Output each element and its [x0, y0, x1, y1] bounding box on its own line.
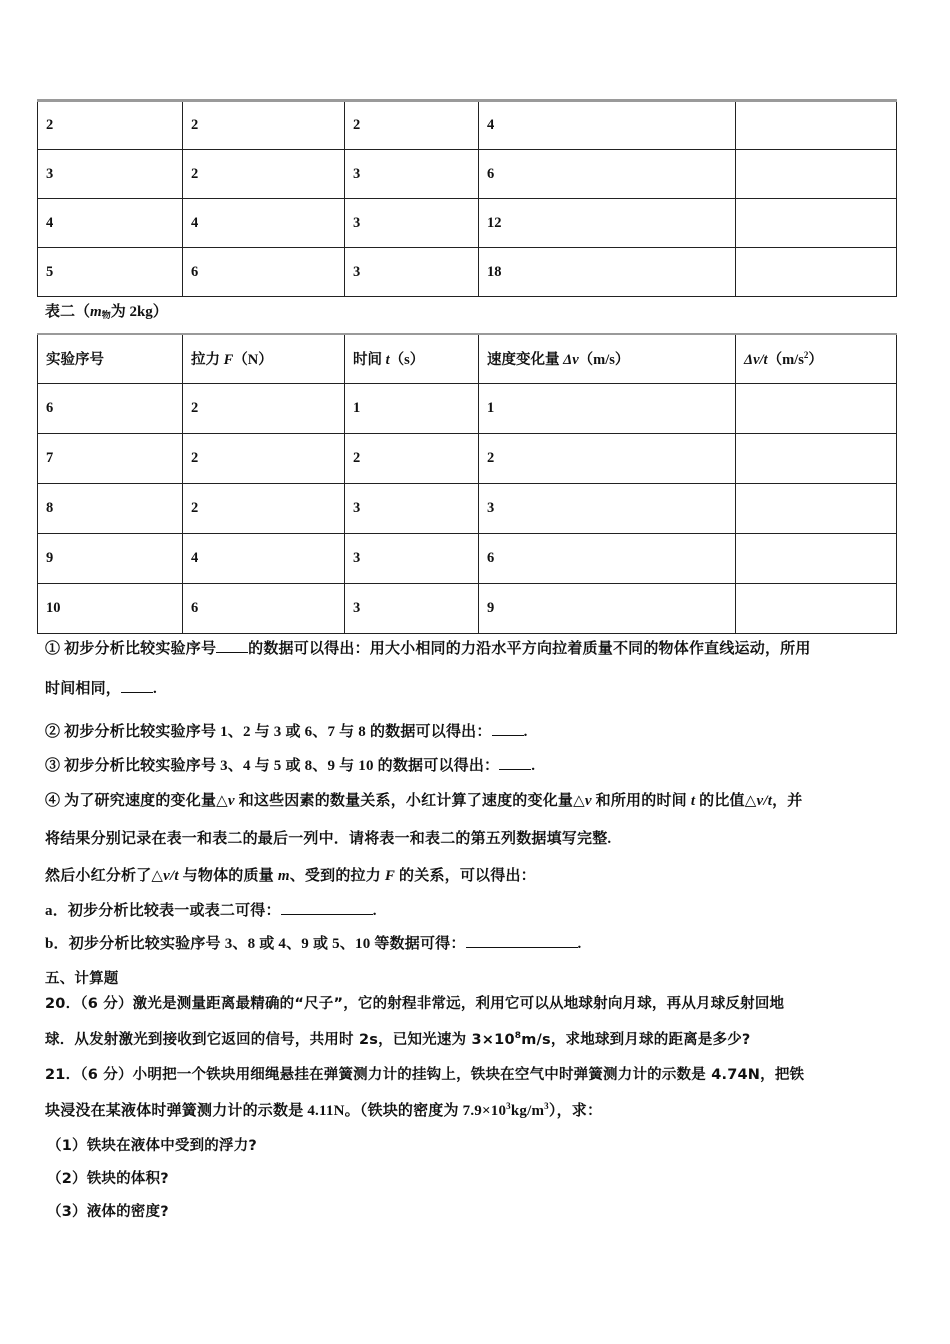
answer-blank[interactable]	[121, 680, 153, 693]
cell-ratio-blank[interactable]	[736, 483, 897, 533]
cell-force: 2	[183, 483, 345, 533]
answer-blank[interactable]	[499, 757, 531, 770]
problem-20-line-1: 20．（6 分）激光是测量距离最精确的“尺子”，它的射程非常远，利用它可以从地球射向月球，再从月球反射回地	[45, 996, 785, 1012]
table-row	[38, 483, 897, 533]
cell-ratio-blank[interactable]	[736, 248, 897, 297]
cell-time: 3	[345, 533, 479, 583]
cell-trial: 6	[38, 383, 183, 433]
cell-delta-v: 9	[479, 583, 736, 633]
problem-21-line-1: 21．（6 分）小明把一个铁块用细绳悬挂在弹簧测力计的挂钩上，铁块在空气中时弹簧测力计的示数是 4.74N，把铁	[45, 1067, 805, 1083]
table-header-row	[38, 334, 897, 383]
cell-ratio-blank[interactable]	[736, 101, 897, 150]
cell-delta-v: 3	[479, 483, 736, 533]
question-a: a．初步分析比较表一或表二可得： .	[45, 903, 377, 919]
table-row	[38, 433, 897, 483]
cell-time: 3	[345, 150, 479, 199]
cell-trial: 10	[38, 583, 183, 633]
cell-trial: 2	[38, 101, 183, 150]
question-5-intro: 然后小红分析了△v/t 与物体的质量 m、受到的拉力 F 的关系，可以得出：	[45, 868, 536, 884]
cell-trial: 7	[38, 433, 183, 483]
cell-delta-v: 2	[479, 433, 736, 483]
cell-trial: 9	[38, 533, 183, 583]
cell-ratio-blank[interactable]	[736, 433, 897, 483]
answer-blank[interactable]	[281, 902, 373, 915]
cell-trial: 3	[38, 150, 183, 199]
answer-blank[interactable]	[216, 640, 248, 653]
question-4-line-1: ④ 为了研究速度的变化量△v 和这些因素的数量关系，小红计算了速度的变化量△v 和所用的时间 t 的比值△v/t，并	[45, 793, 803, 809]
cell-force: 2	[183, 150, 345, 199]
question-3: ③ 初步分析比较实验序号 3、4 与 5 或 8、9 与 10 的数据可以得出： .	[45, 758, 536, 774]
cell-delta-v: 12	[479, 199, 736, 248]
cell-time: 3	[345, 483, 479, 533]
cell-time: 3	[345, 248, 479, 297]
sub-question-1: （1）铁块在液体中受到的浮力?	[47, 1138, 257, 1154]
sub-question-3: （3）液体的密度?	[47, 1204, 169, 1220]
sub-question-2: （2）铁块的体积?	[47, 1171, 169, 1187]
cell-time: 3	[345, 583, 479, 633]
cell-trial: 5	[38, 248, 183, 297]
cell-trial: 8	[38, 483, 183, 533]
cell-time: 1	[345, 383, 479, 433]
cell-time: 2	[345, 101, 479, 150]
header-force: 拉力 F（N）	[183, 334, 345, 383]
cell-force: 2	[183, 101, 345, 150]
cell-ratio-blank[interactable]	[736, 383, 897, 433]
table-row	[38, 583, 897, 633]
table-one	[37, 99, 897, 297]
question-4-line-2: 将结果分别记录在表一和表二的最后一列中．请将表一和表二的第五列数据填写完整.	[45, 831, 612, 847]
cell-delta-v: 4	[479, 101, 736, 150]
cell-delta-v: 1	[479, 383, 736, 433]
table-two	[37, 333, 897, 634]
question-1-line-2: 时间相同， .	[45, 681, 157, 697]
answer-blank[interactable]	[492, 723, 524, 736]
header-time: 时间 t（s）	[345, 334, 479, 383]
table-row	[38, 248, 897, 297]
cell-ratio-blank[interactable]	[736, 583, 897, 633]
question-2: ② 初步分析比较实验序号 1、2 与 3 或 6、7 与 8 的数据可以得出： .	[45, 724, 528, 740]
table-row	[38, 150, 897, 199]
header-delta-v: 速度变化量 Δv（m/s）	[479, 334, 736, 383]
problem-21-line-2: 块浸没在某液体时弹簧测力计的示数是 4.11N。（铁块的密度为 $7.9\times 10^3kg/m^3$），求：	[45, 1101, 603, 1119]
cell-ratio-blank[interactable]	[736, 150, 897, 199]
table-row	[38, 533, 897, 583]
cell-force: 4	[183, 199, 345, 248]
problem-20-line-2: 球．从发射激光到接收到它返回的信号，共用时 2s，已知光速为 $3\times 10^8m/s$，求地球到月球的距离是多少?	[45, 1031, 751, 1048]
cell-delta-v: 6	[479, 150, 736, 199]
section-title: 五、计算题	[45, 971, 119, 987]
cell-force: 2	[183, 433, 345, 483]
table-row	[38, 383, 897, 433]
cell-force: 2	[183, 383, 345, 433]
cell-time: 3	[345, 199, 479, 248]
answer-blank[interactable]	[466, 935, 578, 948]
table-row	[38, 101, 897, 150]
question-1-line-1: ① 初步分析比较实验序号 的数据可以得出：用大小相同的力沿水平方向拉着质量不同的物体作直线运动，所用	[45, 641, 811, 657]
cell-ratio-blank[interactable]	[736, 199, 897, 248]
cell-time: 2	[345, 433, 479, 483]
table-row	[38, 199, 897, 248]
question-b: b．初步分析比较实验序号 3、8 或 4、9 或 5、10 等数据可得： .	[45, 936, 582, 952]
cell-force: 6	[183, 583, 345, 633]
cell-trial: 4	[38, 199, 183, 248]
table-two-caption: 表二（$m_物$为 2kg）	[45, 304, 168, 320]
cell-ratio-blank[interactable]	[736, 533, 897, 583]
header-trial: 实验序号	[38, 334, 183, 383]
cell-delta-v: 18	[479, 248, 736, 297]
cell-delta-v: 6	[479, 533, 736, 583]
header-ratio: $\Delta v/t(m/s^2)$	[736, 334, 897, 383]
cell-force: 6	[183, 248, 345, 297]
cell-force: 4	[183, 533, 345, 583]
